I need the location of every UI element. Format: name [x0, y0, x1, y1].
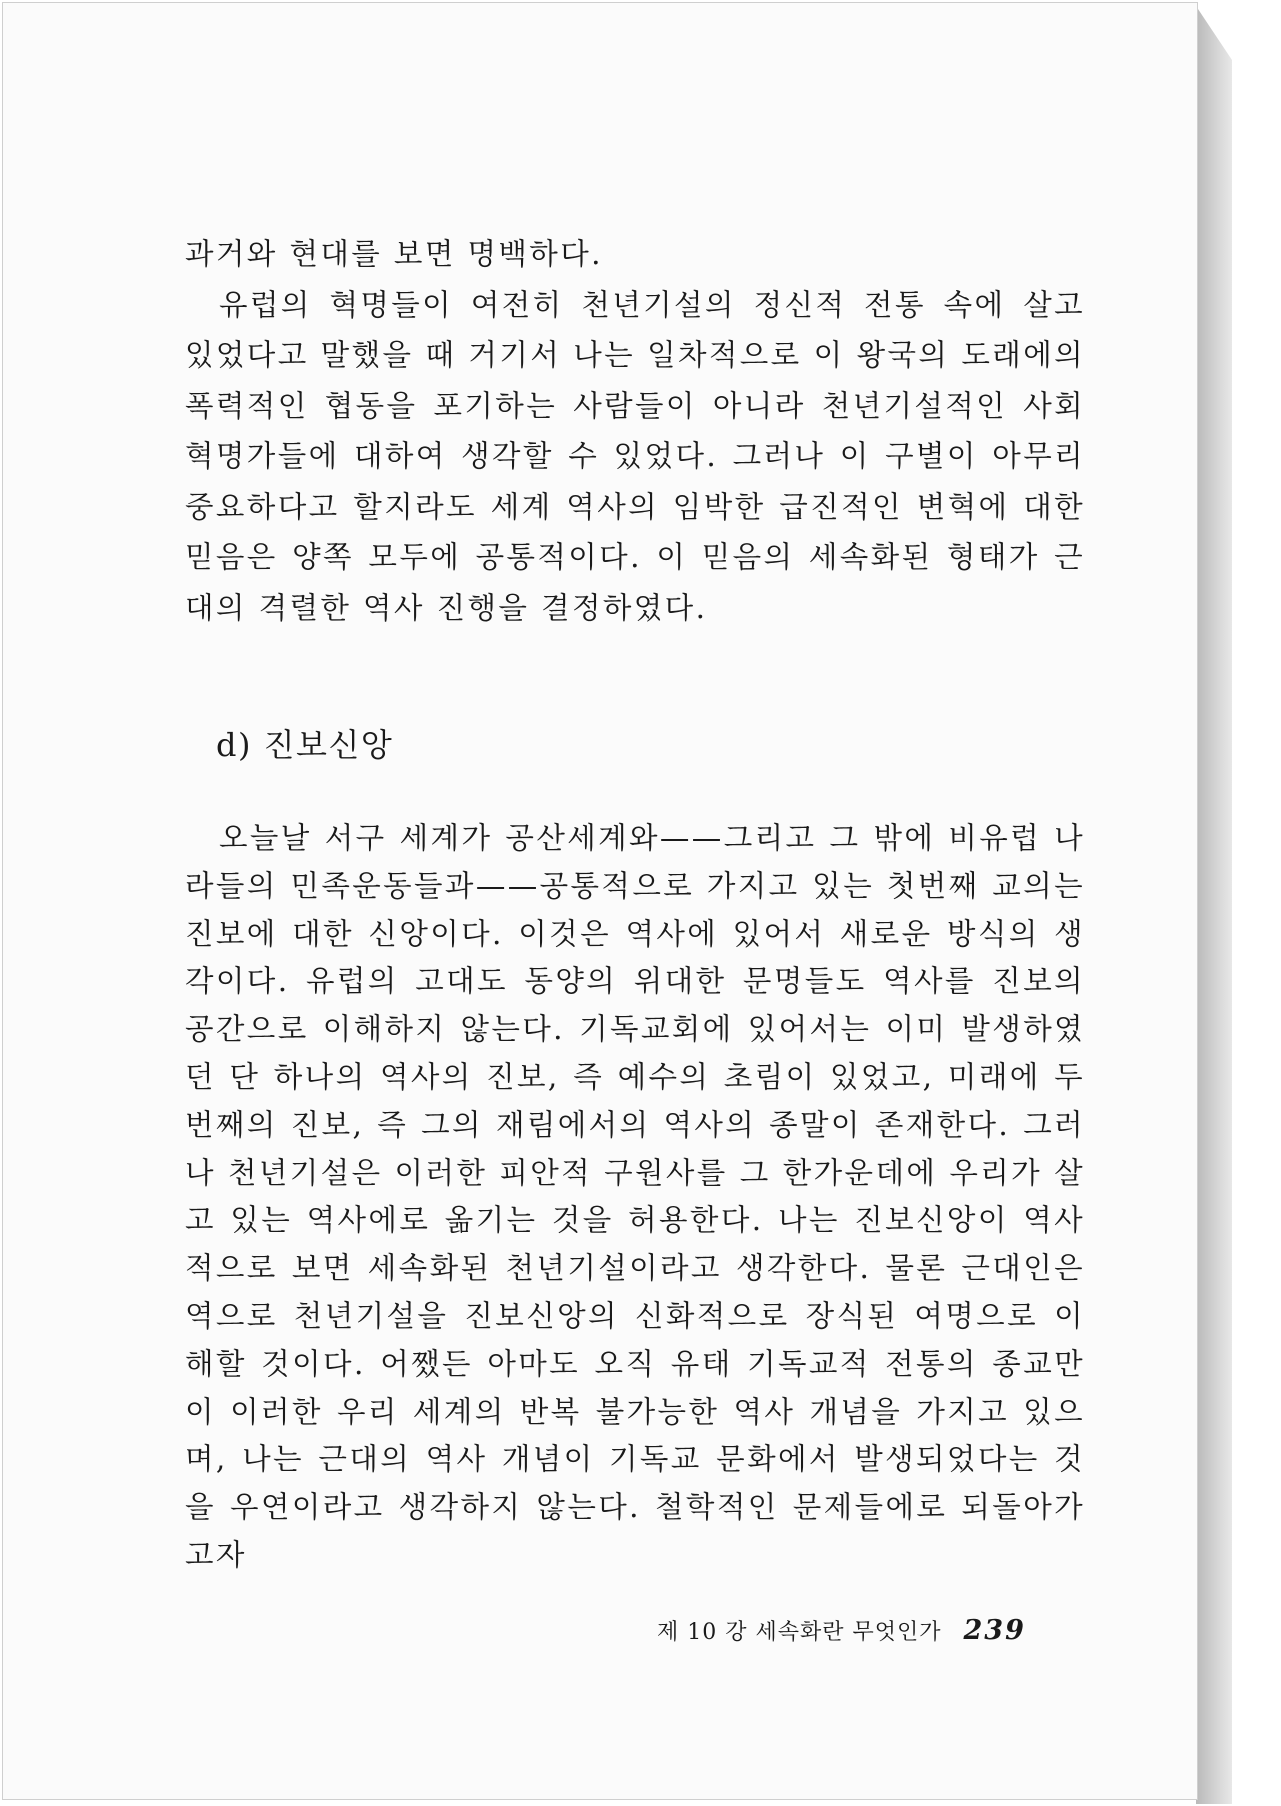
- page-edge-shadow: [1196, 6, 1232, 1804]
- book-page: [2, 2, 1198, 1800]
- paragraph: 유럽의 혁명들이 여전히 천년기설의 정신적 전통 속에 살고 있었다고 말했을 때 거기서 나는 일차적으로 이 왕국의 도래에의 폭력적인 협동을 포기하는 사람들이 아니라 천년기설적인 사회혁명가들에 대하여 생각할 수 있었다. 그러나 이 구별이 아무리 중요하다고 할지라도 세계 역사의 임박한 급진적인 변혁에 대한 믿음은 양쪽 모두에 공통적이다. 이 믿음의 세속화된 형태가 근대의 격렬한 역사 진행을 결정하였다.: [185, 287, 1085, 625]
- text-block-bottom: [185, 815, 1085, 1580]
- section-heading: d) 진보신앙: [216, 726, 394, 764]
- text-block-top: [185, 229, 1085, 633]
- paragraph: 오늘날 서구 세계가 공산세계와——그리고 그 밖에 비유럽 나라들의 민족운동들과——공통적으로 가지고 있는 첫번째 교의는 진보에 대한 신앙이다. 이것은 역사에 있어서 새로운 방식의 생각이다. 유럽의 고대도 동양의 위대한 문명들도 역사를 진보의 공간으로 이해하지 않는다. 기독교회에 있어서는 이미 발생하였던 단 하나의 역사의 진보, 즉 예수의 초림이 있었고, 미래에 두번째의 진보, 즉 그의 재림에서의 역사의 종말이 존재한다. 그러나 천년기설은 이러한 피안적 구원사를 그 한가운데에 우리가 살고 있는 역사에로 옮기는 것을 허용한다. 나는 진보신앙이 역사적으로 보면 세속화된 천년기설이라고 생각한다. 물론 근대인은 역으로 천년기설을 진보신앙의 신화적으로 장식된 여명으로 이해할 것이다. 어쨌든 아마도 오직 유태 기독교적 전통의 종교만이 이러한 우리 세계의 반복 불가능한 역사 개념을 가지고 있으며, 나는 근대의 역사 개념이 기독교 문화에서 발생되었다는 것을 우연이라고 생각하지 않는다. 철학적인 문제들에로 되돌아가고자: [185, 821, 1085, 1572]
- paragraph-continuation: 과거와 현대를 보면 명백하다.: [185, 237, 603, 271]
- page-footer: [657, 1615, 1026, 1646]
- chapter-title: 제 10 강 세속화란 무엇인가: [657, 1620, 942, 1645]
- page-number: 239: [963, 1615, 1026, 1646]
